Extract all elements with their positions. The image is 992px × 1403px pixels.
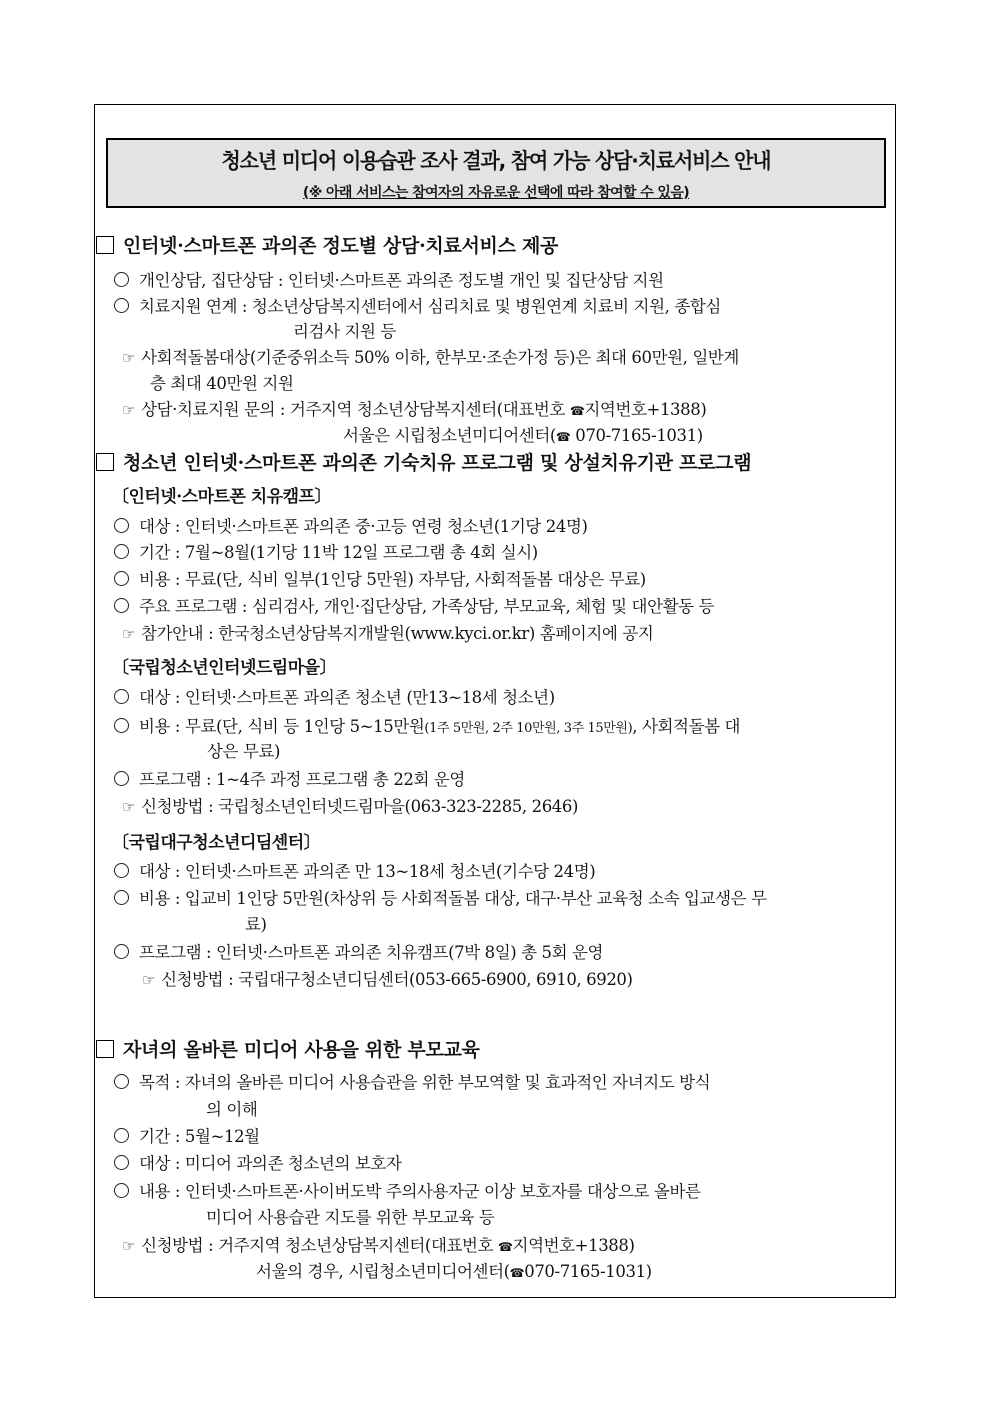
phone-icon: ☎	[509, 1266, 525, 1280]
list-item-text: 개인상담, 집단상담 : 인터넷·스마트폰 과의존 정도별 개인 및 집단상담 지원	[139, 271, 664, 290]
list-item-continuation: 의 이해	[206, 1100, 258, 1119]
note-text: 지역번호+1388)	[584, 400, 707, 419]
list-item-continuation: 미디어 사용습관 지도를 위한 부모교육 등	[206, 1208, 495, 1227]
section-2-heading	[96, 453, 751, 473]
section-3-heading-text: 자녀의 올바른 미디어 사용을 위한 부모교육	[123, 1039, 480, 1061]
circle-bullet-icon	[114, 518, 129, 533]
list-item	[114, 688, 555, 708]
note-item	[122, 1236, 635, 1257]
list-item-text-small: (1주 5만원, 2주 10만원, 3주 15만원)	[424, 721, 633, 736]
list-item-text: 프로그램 : 1~4주 과정 프로그램 총 22회 운영	[139, 770, 465, 789]
note-continuation	[256, 1262, 652, 1283]
checkbox-square-icon	[96, 453, 114, 471]
note-text: 서울의 경우, 시립청소년미디어센터(	[256, 1262, 510, 1281]
phone-icon: ☎	[497, 1240, 513, 1254]
list-item-text: 비용 : 무료(단, 식비 일부(1인당 5만원) 자부담, 사회적돌봄 대상은 무료)	[139, 570, 646, 589]
pointing-hand-icon: ☞	[122, 798, 136, 816]
list-item-text: 비용 : 무료(단, 식비 등 1인당 5~15만원	[139, 717, 425, 736]
list-item-text: 치료지원 연계 : 청소년상담복지센터에서 심리치료 및 병원연계 치료비 지원, 종합심	[139, 297, 721, 316]
list-item	[114, 271, 664, 291]
pointing-hand-icon: ☞	[122, 401, 136, 419]
list-item-text: 대상 : 미디어 과의존 청소년의 보호자	[139, 1154, 402, 1173]
note-text: 참가안내 : 한국청소년상담복지개발원(www.kyci.or.kr) 홈페이지에 공지	[141, 624, 654, 643]
list-item-text: , 사회적돌봄 대	[632, 717, 741, 736]
section-1-heading-text: 인터넷·스마트폰 과의존 정도별 상담·치료서비스 제공	[123, 235, 559, 257]
note-text: 070-7165-1031)	[524, 1262, 652, 1281]
list-item	[114, 862, 595, 882]
list-item-text: 기간 : 7월~8월(1기당 11박 12일 프로그램 총 4회 실시)	[139, 543, 538, 562]
list-item	[114, 543, 538, 563]
list-item-text: 대상 : 인터넷·스마트폰 과의존 만 13~18세 청소년(기수당 24명)	[139, 862, 596, 881]
list-item	[114, 1154, 401, 1174]
pointing-hand-icon: ☞	[142, 971, 156, 989]
page-subtitle: (※ 아래 서비스는 참여자의 자유로운 선택에 따라 참여할 수 있음)	[302, 185, 690, 201]
note-item	[122, 348, 739, 368]
program-heading: 〔국립청소년인터넷드림마을〕	[112, 658, 337, 678]
pointing-hand-icon: ☞	[122, 349, 136, 367]
list-item-text: 대상 : 인터넷·스마트폰 과의존 중·고등 연령 청소년(1기당 24명)	[139, 517, 588, 536]
list-item	[114, 1127, 260, 1147]
list-item	[114, 1182, 701, 1202]
list-item-text: 프로그램 : 인터넷·스마트폰 과의존 치유캠프(7박 8일) 총 5회 운영	[139, 943, 604, 962]
note-item	[122, 797, 578, 817]
list-item-continuation: 료)	[245, 915, 267, 934]
circle-bullet-icon	[114, 1155, 129, 1170]
note-item	[122, 400, 706, 421]
circle-bullet-icon	[114, 298, 129, 313]
list-item-continuation: 상은 무료)	[207, 742, 281, 761]
pointing-hand-icon: ☞	[122, 1237, 136, 1255]
note-text: 신청방법 : 국립대구청소년디딤센터(053-665-6900, 6910, 6920)	[161, 970, 633, 989]
note-text: 070-7165-1031)	[570, 426, 703, 445]
list-item-text: 내용 : 인터넷·스마트폰·사이버도박 주의사용자군 이상 보호자를 대상으로 올바른	[139, 1182, 701, 1201]
circle-bullet-icon	[114, 1183, 129, 1198]
circle-bullet-icon	[114, 272, 129, 287]
circle-bullet-icon	[114, 771, 129, 786]
notice-header-box	[106, 138, 886, 208]
list-item-text: 목적 : 자녀의 올바른 미디어 사용습관을 위한 부모역할 및 효과적인 자녀지도 방식	[139, 1073, 711, 1092]
list-item	[114, 889, 767, 909]
section-3-heading	[96, 1040, 480, 1060]
note-text: 신청방법 : 거주지역 청소년상담복지센터(대표번호	[141, 1236, 498, 1255]
note-text: 서울은 시립청소년미디어센터(	[343, 426, 556, 445]
note-text: 지역번호+1388)	[512, 1236, 635, 1255]
list-item	[114, 943, 603, 963]
program-heading: 〔인터넷·스마트폰 치유캠프〕	[112, 487, 331, 507]
list-item	[114, 717, 740, 739]
list-item-text: 기간 : 5월~12월	[139, 1127, 260, 1146]
note-text: 사회적돌봄대상(기준중위소득 50% 이하, 한부모·조손가정 등)은 최대 60만원, 일반계	[141, 348, 739, 367]
list-item-continuation: 리검사 지원 등	[293, 322, 396, 341]
circle-bullet-icon	[114, 1074, 129, 1089]
list-item	[114, 1073, 710, 1093]
note-item	[142, 970, 633, 990]
circle-bullet-icon	[114, 718, 129, 733]
note-item	[122, 624, 653, 644]
list-item	[114, 570, 646, 590]
phone-icon: ☎	[555, 430, 571, 444]
note-text: 신청방법 : 국립청소년인터넷드림마을(063-323-2285, 2646)	[141, 797, 579, 816]
list-item	[114, 597, 714, 617]
pointing-hand-icon: ☞	[122, 625, 136, 643]
phone-icon: ☎	[569, 404, 585, 418]
list-item-text: 주요 프로그램 : 심리검사, 개인·집단상담, 가족상담, 부모교육, 체험 및 대안활동 등	[139, 597, 715, 616]
circle-bullet-icon	[114, 863, 129, 878]
page-title: 청소년 미디어 이용습관 조사 결과, 참여 가능 상담·치료서비스 안내	[221, 149, 771, 173]
list-item	[114, 770, 465, 790]
circle-bullet-icon	[114, 544, 129, 559]
circle-bullet-icon	[114, 890, 129, 905]
checkbox-square-icon	[96, 1040, 114, 1058]
section-2-heading-text: 청소년 인터넷·스마트폰 과의존 기숙치유 프로그램 및 상설치유기관 프로그램	[123, 452, 752, 474]
circle-bullet-icon	[114, 689, 129, 704]
list-item	[114, 297, 896, 317]
checkbox-square-icon	[96, 236, 114, 254]
note-continuation	[343, 426, 703, 447]
circle-bullet-icon	[114, 598, 129, 613]
list-item	[114, 517, 588, 537]
note-text: 상담·치료지원 문의 : 거주지역 청소년상담복지센터(대표번호	[141, 400, 570, 419]
circle-bullet-icon	[114, 944, 129, 959]
note-continuation: 층 최대 40만원 지원	[150, 374, 294, 393]
section-1-heading	[96, 236, 558, 256]
circle-bullet-icon	[114, 1128, 129, 1143]
list-item-text: 비용 : 입교비 1인당 5만원(차상위 등 사회적돌봄 대상, 대구·부산 교육청 소속 입교생은 무	[139, 889, 767, 908]
circle-bullet-icon	[114, 571, 129, 586]
list-item-text: 대상 : 인터넷·스마트폰 과의존 청소년 (만13~18세 청소년)	[139, 688, 555, 707]
program-heading: 〔국립대구청소년디딤센터〕	[112, 833, 321, 853]
